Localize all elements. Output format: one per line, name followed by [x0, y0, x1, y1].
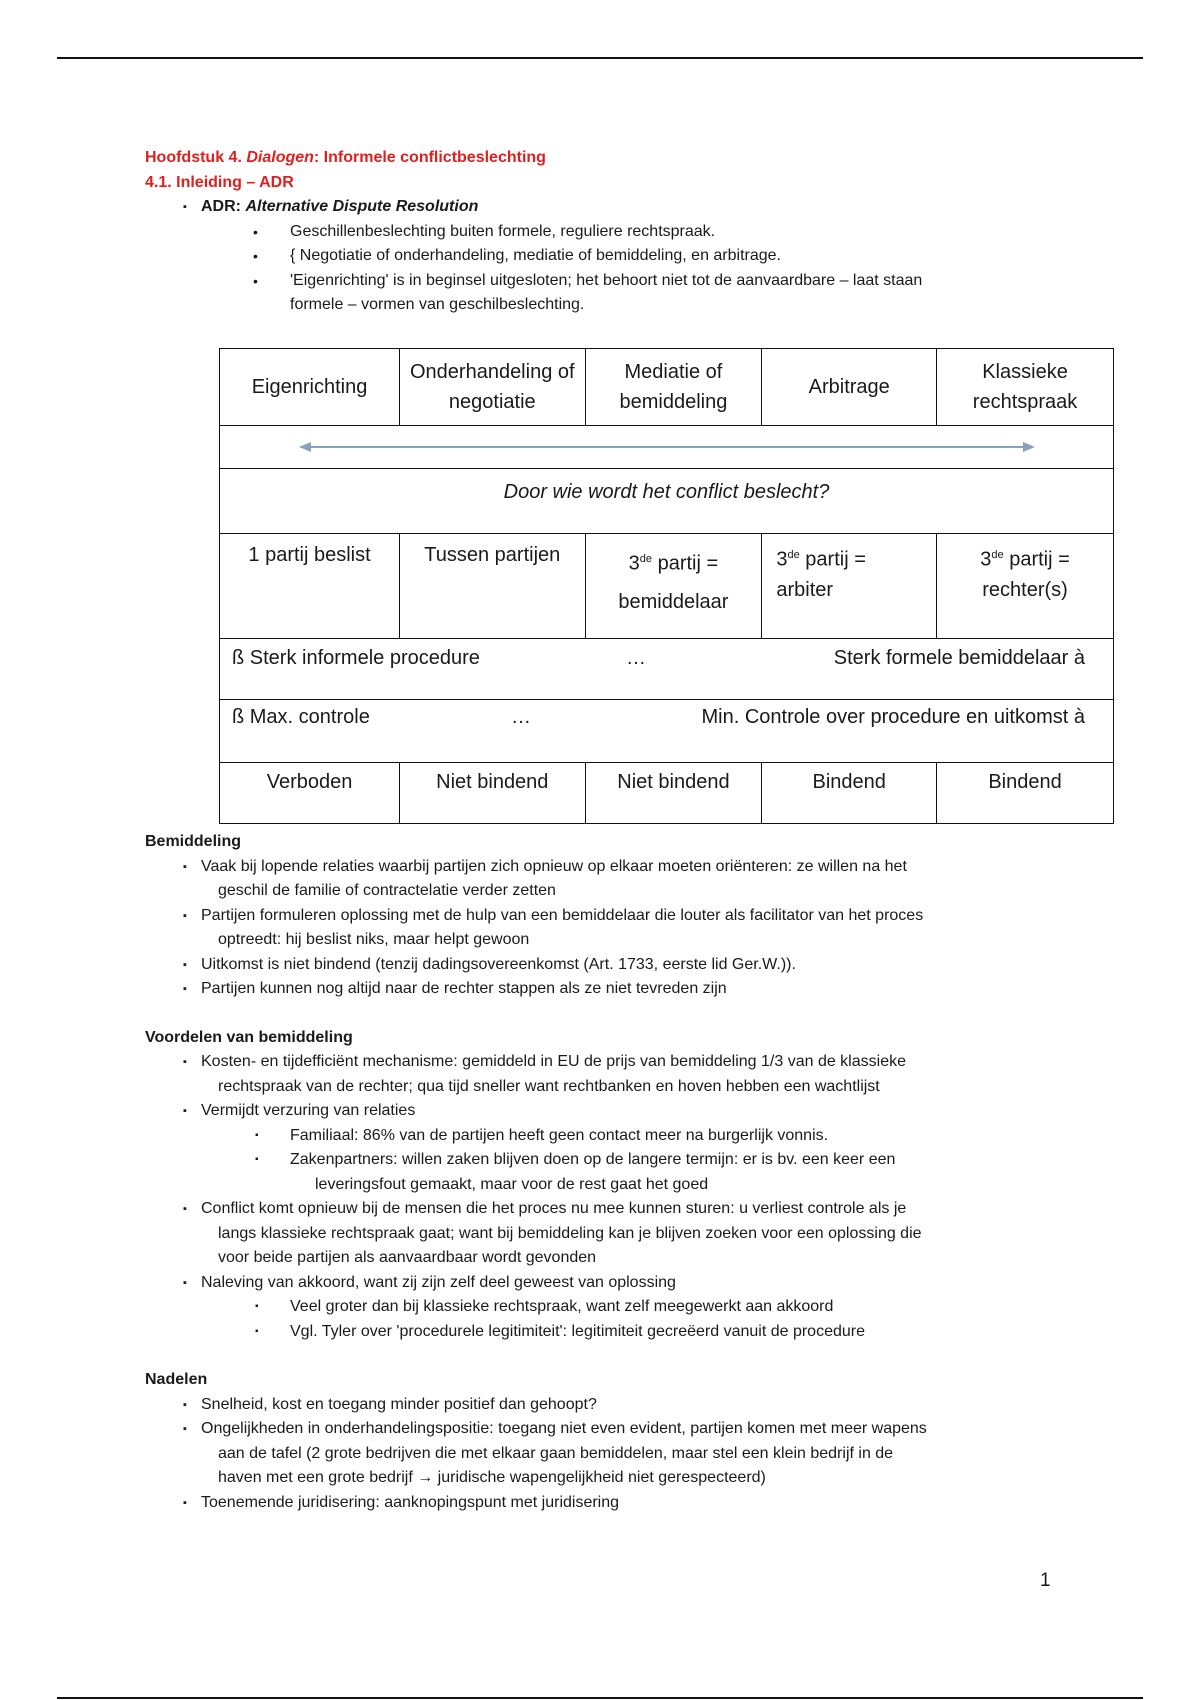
- adr-sub-item: • 'Eigenrichting' is in beginsel uitgesloten; het behoort niet tot de aanvaardbare – laat staan: [145, 269, 1070, 294]
- nadelen-item: ▪ Ongelijkheden in onderhandelingspositie: toegang niet even evident, partijen komen met meer wapens: [145, 1417, 1070, 1442]
- bind-onderhandeling: Niet bindend: [400, 763, 585, 824]
- bemiddeling-item: ▪ Partijen formuleren oplossing met de hulp van een bemiddelaar die louter als facilitator van het proces: [145, 904, 1070, 929]
- th-mediatie: Mediatie of bemiddeling: [585, 349, 762, 426]
- nadelen-title: Nadelen: [145, 1371, 208, 1388]
- adr-list: [145, 195, 1070, 318]
- adr-table: [219, 348, 1114, 824]
- who-arbitrage: 3de partij = arbiter: [762, 534, 937, 639]
- voordelen-item-cont: langs klassieke rechtspraak gaat; want bij bemiddeling kan je blijven zoeken voor een oplossing die: [218, 1224, 922, 1242]
- who-eigenrichting: 1 partij beslist: [220, 534, 400, 639]
- voordelen-item: ▪ Kosten- en tijdefficiënt mechanisme: gemiddeld in EU de prijs van bemiddeling 1/3 van de klassieke: [145, 1050, 1070, 1075]
- voordelen-item: ▪ Conflict komt opnieuw bij de mensen die het proces nu mee kunnen sturen: u verliest controle als je: [145, 1197, 1070, 1222]
- th-eigenrichting: Eigenrichting: [220, 349, 400, 426]
- voordelen-sub-item: ▪ Vgl. Tyler over 'procedurele legitimiteit': legitimiteit gecreëerd vanuit de procedure: [145, 1320, 1070, 1345]
- nadelen-item: ▪ Toenemende juridisering: aanknopingspunt met juridisering: [145, 1491, 1070, 1516]
- bemiddeling-item: ▪ Uitkomst is niet bindend (tenzij dadingsovereenkomst (Art. 1733, eerste lid Ger.W.)).: [145, 953, 1070, 978]
- chapter-title-italic: Dialogen: [246, 149, 314, 166]
- bind-klassieke: Bindend: [937, 763, 1114, 824]
- adr-sub-item-cont: formele – vormen van geschilbeslechting.: [290, 296, 585, 313]
- voordelen-sub-item: ▪ Familiaal: 86% van de partijen heeft geen contact meer na burgerlijk vonnis.: [145, 1124, 1070, 1149]
- adr-sub-item: • { Negotiatie of onderhandeling, mediatie of bemiddeling, en arbitrage.: [145, 244, 1070, 269]
- th-klassieke: Klassieke rechtspraak: [937, 349, 1114, 426]
- voordelen-item-cont: rechtspraak van de rechter; qua tijd sneller want rechtbanken en hoven hebben een wachtlijst: [218, 1077, 880, 1095]
- nadelen-item-cont: aan de tafel (2 grote bedrijven die met elkaar gaan bemiddelen, maar stel een klein bedrijf in de: [218, 1444, 894, 1462]
- bind-arbitrage: Bindend: [762, 763, 937, 824]
- voordelen-sub-item: ▪ Zakenpartners: willen zaken blijven doen op de langere termijn: er is bv. een keer een: [145, 1148, 1070, 1173]
- informal-row: ß Sterk informele procedure … Sterk formele bemiddelaar à: [220, 639, 1114, 700]
- header-rule: [57, 57, 1143, 59]
- th-arbitrage: Arbitrage: [762, 349, 937, 426]
- double-arrow-icon: [227, 437, 1107, 457]
- bemiddeling-section: [145, 830, 1070, 1515]
- nadelen-item-cont: haven met een grote bedrijf → juridische wapengelijkheid niet gerespecteerd): [218, 1469, 766, 1486]
- voordelen-title: Voordelen van bemiddeling: [145, 1028, 353, 1046]
- adr-sub-item: • Geschillenbeslechting buiten formele, reguliere rechtspraak.: [145, 220, 1070, 245]
- adr-item: ▪ ADR: Alternative Dispute Resolution: [145, 195, 1070, 220]
- document-body: [145, 146, 1070, 318]
- arrow-row: [220, 426, 1114, 469]
- voordelen-sub-item: ▪ Veel groter dan bij klassieke rechtspraak, want zelf meegewerkt aan akkoord: [145, 1295, 1070, 1320]
- bemiddeling-item: ▪ Partijen kunnen nog altijd naar de rechter stappen als ze niet tevreden zijn: [145, 977, 1070, 1002]
- bemiddeling-item-cont: geschil de familie of contractelatie verder zetten: [218, 882, 556, 899]
- voordelen-item-cont: voor beide partijen als aanvaardbaar wordt gevonden: [218, 1249, 597, 1266]
- bind-mediatie: Niet bindend: [585, 763, 762, 824]
- section-title: 4.1. Inleiding – ADR: [145, 173, 294, 191]
- footer-rule: [57, 1697, 1143, 1699]
- who-mediatie: 3de partij = bemiddelaar: [585, 534, 762, 639]
- table-question: Door wie wordt het conflict beslecht?: [220, 469, 1114, 534]
- th-onderhandeling: Onderhandeling of negotiatie: [400, 349, 585, 426]
- bind-eigenrichting: Verboden: [220, 763, 400, 824]
- nadelen-item: ▪ Snelheid, kost en toegang minder positief dan gehoopt?: [145, 1393, 1070, 1418]
- bemiddeling-item-cont: optreedt: hij beslist niks, maar helpt gewoon: [218, 931, 530, 948]
- bemiddeling-item: ▪ Vaak bij lopende relaties waarbij partijen zich opnieuw op elkaar moeten oriënteren: ze willen na het: [145, 855, 1070, 880]
- chapter-title: Hoofdstuk 4. Dialogen: Informele conflictbeslechting: [145, 149, 546, 166]
- control-row: ß Max. controle … Min. Controle over procedure en uitkomst à: [220, 700, 1114, 763]
- voordelen-sub-item-cont: leveringsfout gemaakt, maar voor de rest gaat het goed: [315, 1175, 709, 1193]
- page-number: 1: [1040, 1570, 1051, 1591]
- who-klassieke: 3de partij = rechter(s): [937, 534, 1114, 639]
- who-onderhandeling: Tussen partijen: [400, 534, 585, 639]
- bemiddeling-title: Bemiddeling: [145, 833, 242, 850]
- voordelen-item: ▪ Vermijdt verzuring van relaties: [145, 1099, 1070, 1124]
- voordelen-item: ▪ Naleving van akkoord, want zij zijn zelf deel geweest van oplossing: [145, 1271, 1070, 1296]
